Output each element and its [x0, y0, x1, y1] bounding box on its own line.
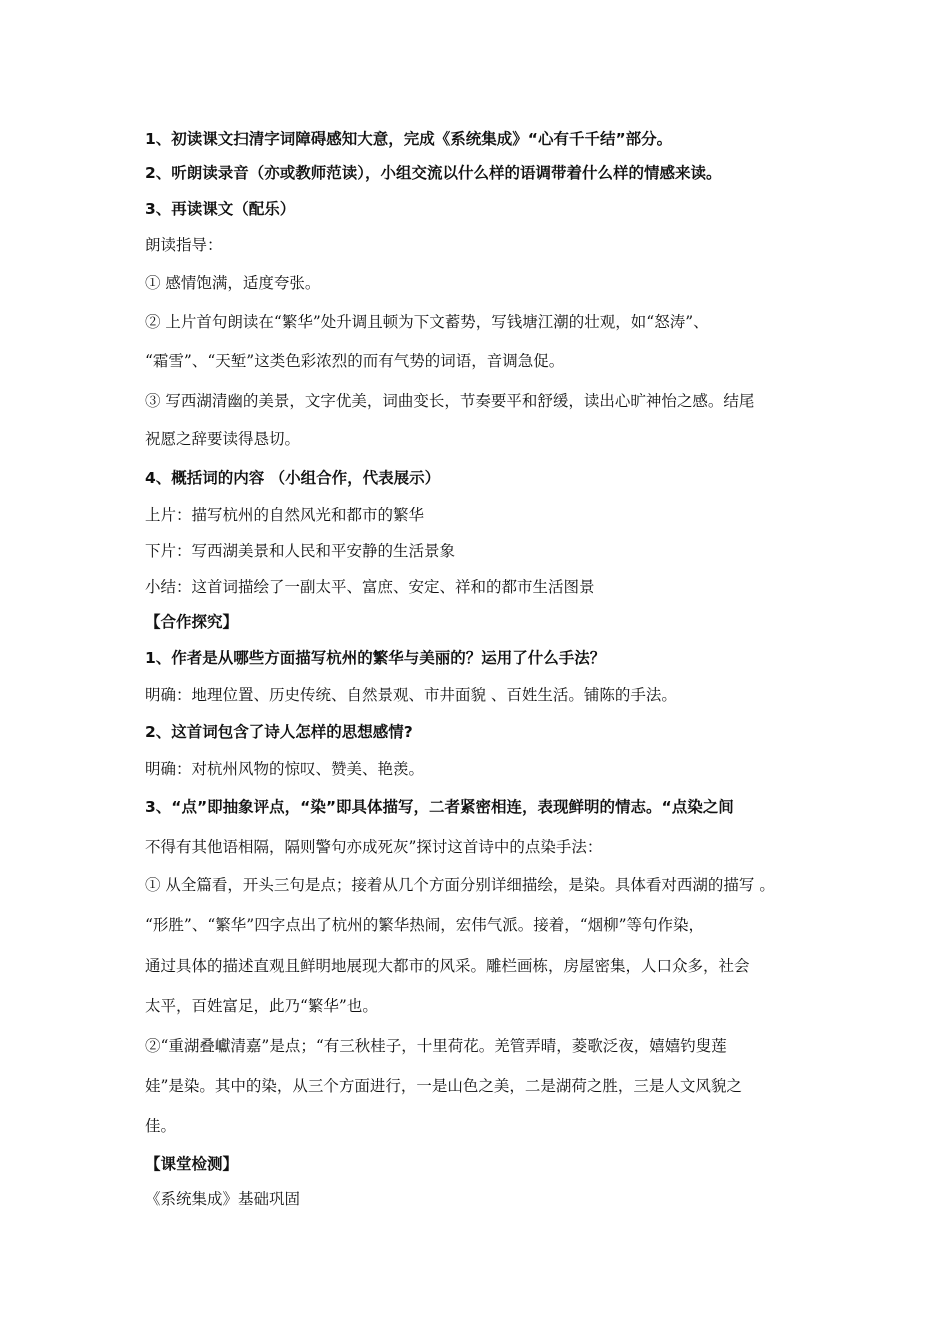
- reading-guide-heading: 朗读指导：: [145, 236, 223, 254]
- analysis-1-cont-a: “形胜”、“繁华”四字点出了杭州的繁华热闹，宏伟气派。接着，“烟柳”等句作染，: [145, 916, 705, 934]
- section-heading-cooperative: 【合作探究】: [145, 613, 239, 631]
- summary-conclusion: 小结：这首词描绘了一副太平、富庶、安定、祥和的都市生活图景: [145, 578, 595, 596]
- section-heading-classroom-test: 【课堂检测】: [145, 1155, 239, 1173]
- step-2-line: 2、听朗读录音（亦或教师范读），小组交流以什么样的语调带着什么样的情感来读。: [145, 164, 722, 182]
- guide-item-3: ③ 写西湖清幽的美景，文字优美，词曲变长，节奏要平和舒缓，读出心旷神怡之感。结尾: [145, 392, 755, 410]
- step-1-line: 1、初读课文扫清字词障碍感知大意，完成《系统集成》“心有千千结”部分。: [145, 130, 673, 148]
- analysis-2: ②“重湖叠巘清嘉”是点；“有三秋桂子，十里荷花。羌管弄晴，菱歌泛夜，嬉嬉钓叟莲: [145, 1037, 727, 1055]
- guide-item-2-cont: “霜雪”、“天堑”这类色彩浓烈的而有气势的词语，音调急促。: [145, 352, 565, 370]
- answer-2: 明确：对杭州风物的惊叹、赞美、艳羡。: [145, 760, 425, 778]
- classroom-test-item: 《系统集成》基础巩固: [145, 1190, 301, 1208]
- step-4-line: 4、概括词的内容 （小组合作，代表展示）: [145, 469, 441, 487]
- step-3-line: 3、再读课文（配乐）: [145, 200, 296, 218]
- analysis-2-cont-a: 娃”是染。其中的染，从三个方面进行，一是山色之美，二是湖荷之胜，三是人文风貌之: [145, 1077, 742, 1095]
- guide-item-1: ① 感情饱满，适度夸张。: [145, 274, 321, 292]
- answer-1: 明确：地理位置、历史传统、自然景观、市井面貌 、百姓生活。铺陈的手法。: [145, 686, 677, 704]
- summary-lower: 下片：写西湖美景和人民和平安静的生活景象: [145, 542, 456, 560]
- analysis-1-cont-b: 通过具体的描述直观且鲜明地展现大都市的风采。雕栏画栋，房屋密集，人口众多，社会: [145, 957, 750, 975]
- summary-upper: 上片：描写杭州的自然风光和都市的繁华: [145, 506, 425, 524]
- analysis-1: ① 从全篇看，开头三句是点；接着从几个方面分别详细描绘，是染。具体看对西湖的描写 。: [145, 876, 775, 894]
- analysis-2-cont-b: 佳。: [145, 1117, 177, 1135]
- guide-item-2: ② 上片首句朗读在“繁华”处升调且顿为下文蓄势，写钱塘江潮的壮观，如“怒涛”、: [145, 313, 709, 331]
- question-3-cont: 不得有其他语相隔，隔则警句亦成死灰”探讨这首诗中的点染手法：: [145, 838, 603, 856]
- question-2: 2、这首词包含了诗人怎样的思想感情?: [145, 723, 413, 741]
- question-1: 1、作者是从哪些方面描写杭州的繁华与美丽的？运用了什么手法？: [145, 649, 606, 667]
- analysis-1-cont-c: 太平，百姓富足，此乃“繁华”也。: [145, 997, 378, 1015]
- question-3: 3、“点”即抽象评点，“染”即具体描写，二者紧密相连，表现鲜明的情志。“点染之间: [145, 798, 734, 816]
- guide-item-3-cont: 祝愿之辞要读得恳切。: [145, 430, 301, 448]
